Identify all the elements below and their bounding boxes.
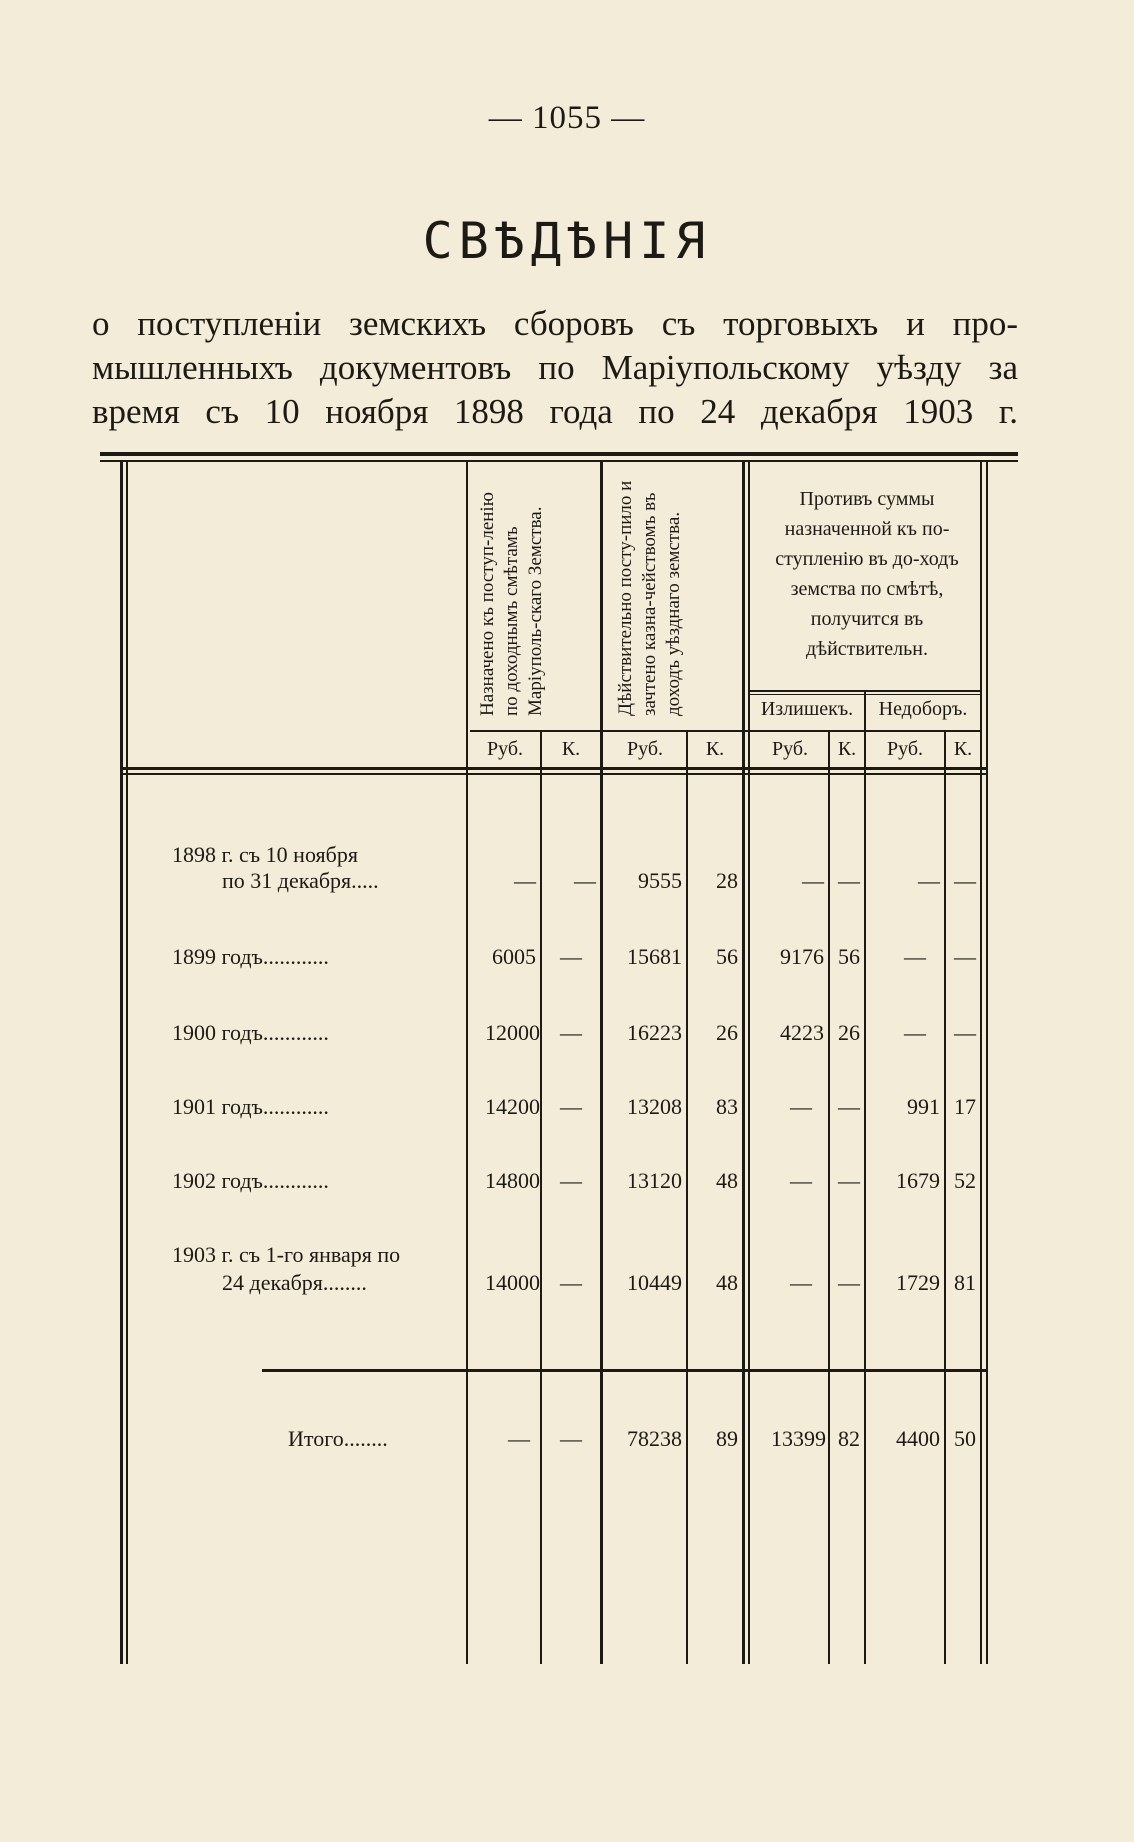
total-cell: 4400: [896, 1426, 940, 1451]
row-label-1901: 1901 годъ............: [172, 1094, 329, 1119]
header-surplus: Излишекъ.: [760, 698, 854, 720]
row-label-1898-line2: по 31 декабря.....: [222, 868, 379, 893]
document-subtitle: [92, 302, 1018, 434]
table-cell: 17: [954, 1094, 976, 1119]
row-label-1898-line1: 1898 г. съ 10 ноября: [172, 842, 358, 867]
table-cell: 991: [907, 1094, 940, 1119]
header-kop: К.: [705, 738, 725, 760]
table-cell: 81: [954, 1270, 976, 1295]
subtitle-line: мышленныхъ документовъ по Маріупольскому уѣзду за: [92, 348, 1018, 387]
row-label-1899: 1899 годъ............: [172, 944, 329, 969]
header-rub: Руб.: [626, 738, 664, 760]
assigned-col-rule: [600, 462, 603, 1664]
table-left-rule: [120, 462, 123, 1664]
table-cell: —: [514, 868, 536, 893]
table-cell: —: [918, 868, 940, 893]
table-cell: 1679: [896, 1168, 940, 1193]
table-cell: 16223: [627, 1020, 682, 1045]
table-cell: 14000: [485, 1270, 540, 1295]
total-separator-rule: [262, 1369, 986, 1372]
table-cell: 13208: [627, 1094, 682, 1119]
total-cell: 82: [838, 1426, 860, 1451]
total-label: Итого........: [288, 1426, 388, 1451]
table-cell: —: [954, 944, 976, 969]
row-label-1902: 1902 годъ............: [172, 1168, 329, 1193]
table-cell: 6005: [492, 944, 536, 969]
total-cell: —: [508, 1426, 530, 1451]
table-top-rule-thin: [100, 460, 1018, 462]
table-cell: —: [790, 1094, 812, 1119]
table-right-rule: [980, 462, 982, 1664]
table-cell: —: [560, 944, 582, 969]
total-cell: 50: [954, 1426, 976, 1451]
header-kop: К.: [953, 738, 973, 760]
table-cell: 10449: [627, 1270, 682, 1295]
header-kop: К.: [561, 738, 581, 760]
table-cell: —: [560, 1094, 582, 1119]
table-cell: 48: [716, 1168, 738, 1193]
row-label-1900: 1900 годъ............: [172, 1020, 329, 1045]
table-cell: —: [954, 868, 976, 893]
table-cell: —: [790, 1270, 812, 1295]
table-cell: —: [802, 868, 824, 893]
header-actual: Дѣйствительно посту-пило и зачтено казна-чействомъ въ доходъ уѣзднаго земства.: [615, 480, 684, 716]
table-cell: 26: [838, 1020, 860, 1045]
table-right-rule-2: [986, 462, 988, 1664]
table-cell: —: [838, 1094, 860, 1119]
table-cell: —: [574, 868, 596, 893]
table-cell: —: [838, 1270, 860, 1295]
table-cell: 4223: [780, 1020, 824, 1045]
table-cell: —: [560, 1168, 582, 1193]
table-cell: 48: [716, 1270, 738, 1295]
header-assigned: Назначено къ поступ-ленію по доходнымъ смѣтамъ Маріуполь-скаго Земства.: [477, 492, 546, 716]
table-cell: —: [838, 1168, 860, 1193]
table-cell: 83: [716, 1094, 738, 1119]
header-rub: Руб.: [886, 738, 924, 760]
table-cell: 52: [954, 1168, 976, 1193]
header-versus: Противъ суммы назначенной къ по-ступленію въ до-ходъ земства по смѣтѣ, получится въ дѣйствительн.: [775, 488, 959, 660]
table-left-rule-2: [126, 462, 128, 1664]
row-label-1903-line1: 1903 г. съ 1-го января по: [172, 1242, 401, 1267]
total-cell: 78238: [627, 1426, 682, 1451]
actual-col-rule: [742, 462, 745, 1664]
table-cell: —: [560, 1020, 582, 1045]
table-cell: —: [790, 1168, 812, 1193]
subtitle-line: о поступленіи земскихъ сборовъ съ торговыхъ и про-: [92, 304, 1018, 343]
row-label-1903-line2: 24 декабря........: [222, 1270, 367, 1295]
table-cell: —: [560, 1270, 582, 1295]
table-cell: —: [954, 1020, 976, 1045]
table-cell: 14200: [485, 1094, 540, 1119]
table-cell: 28: [716, 868, 738, 893]
table-cell: 13120: [627, 1168, 682, 1193]
table-cell: 12000: [485, 1020, 540, 1045]
table-cell: 26: [716, 1020, 738, 1045]
document-title: СВѢДѢНІЯ: [422, 212, 712, 270]
label-col-rule: [466, 462, 468, 1664]
table-cell: 56: [716, 944, 738, 969]
page-number: — 1055 —: [488, 100, 646, 136]
table-cell: —: [904, 944, 926, 969]
table-cell: 14800: [485, 1168, 540, 1193]
header-bottom-rule: [120, 767, 986, 770]
header-rub: Руб.: [486, 738, 524, 760]
header-bottom-rule-thin: [120, 773, 986, 775]
subtitle-line: время съ 10 ноября 1898 года по 24 декабря 1903 г.: [92, 392, 1018, 431]
table-cell: —: [838, 868, 860, 893]
table-cell: 15681: [627, 944, 682, 969]
total-cell: 13399: [771, 1426, 826, 1451]
actual-col-rule-2: [748, 462, 750, 1664]
table-cell: 56: [838, 944, 860, 969]
table-cell: 9555: [638, 868, 682, 893]
total-cell: —: [560, 1426, 582, 1451]
total-cell: 89: [716, 1426, 738, 1451]
table-cell: —: [904, 1020, 926, 1045]
table-cell: 1729: [896, 1270, 940, 1295]
rub-kop-rule-1: [470, 730, 748, 732]
header-kop: К.: [837, 738, 857, 760]
table-top-rule: [100, 452, 1018, 456]
table-cell: 9176: [780, 944, 824, 969]
header-shortfall: Недоборъ.: [878, 698, 968, 720]
header-rub: Руб.: [771, 738, 809, 760]
